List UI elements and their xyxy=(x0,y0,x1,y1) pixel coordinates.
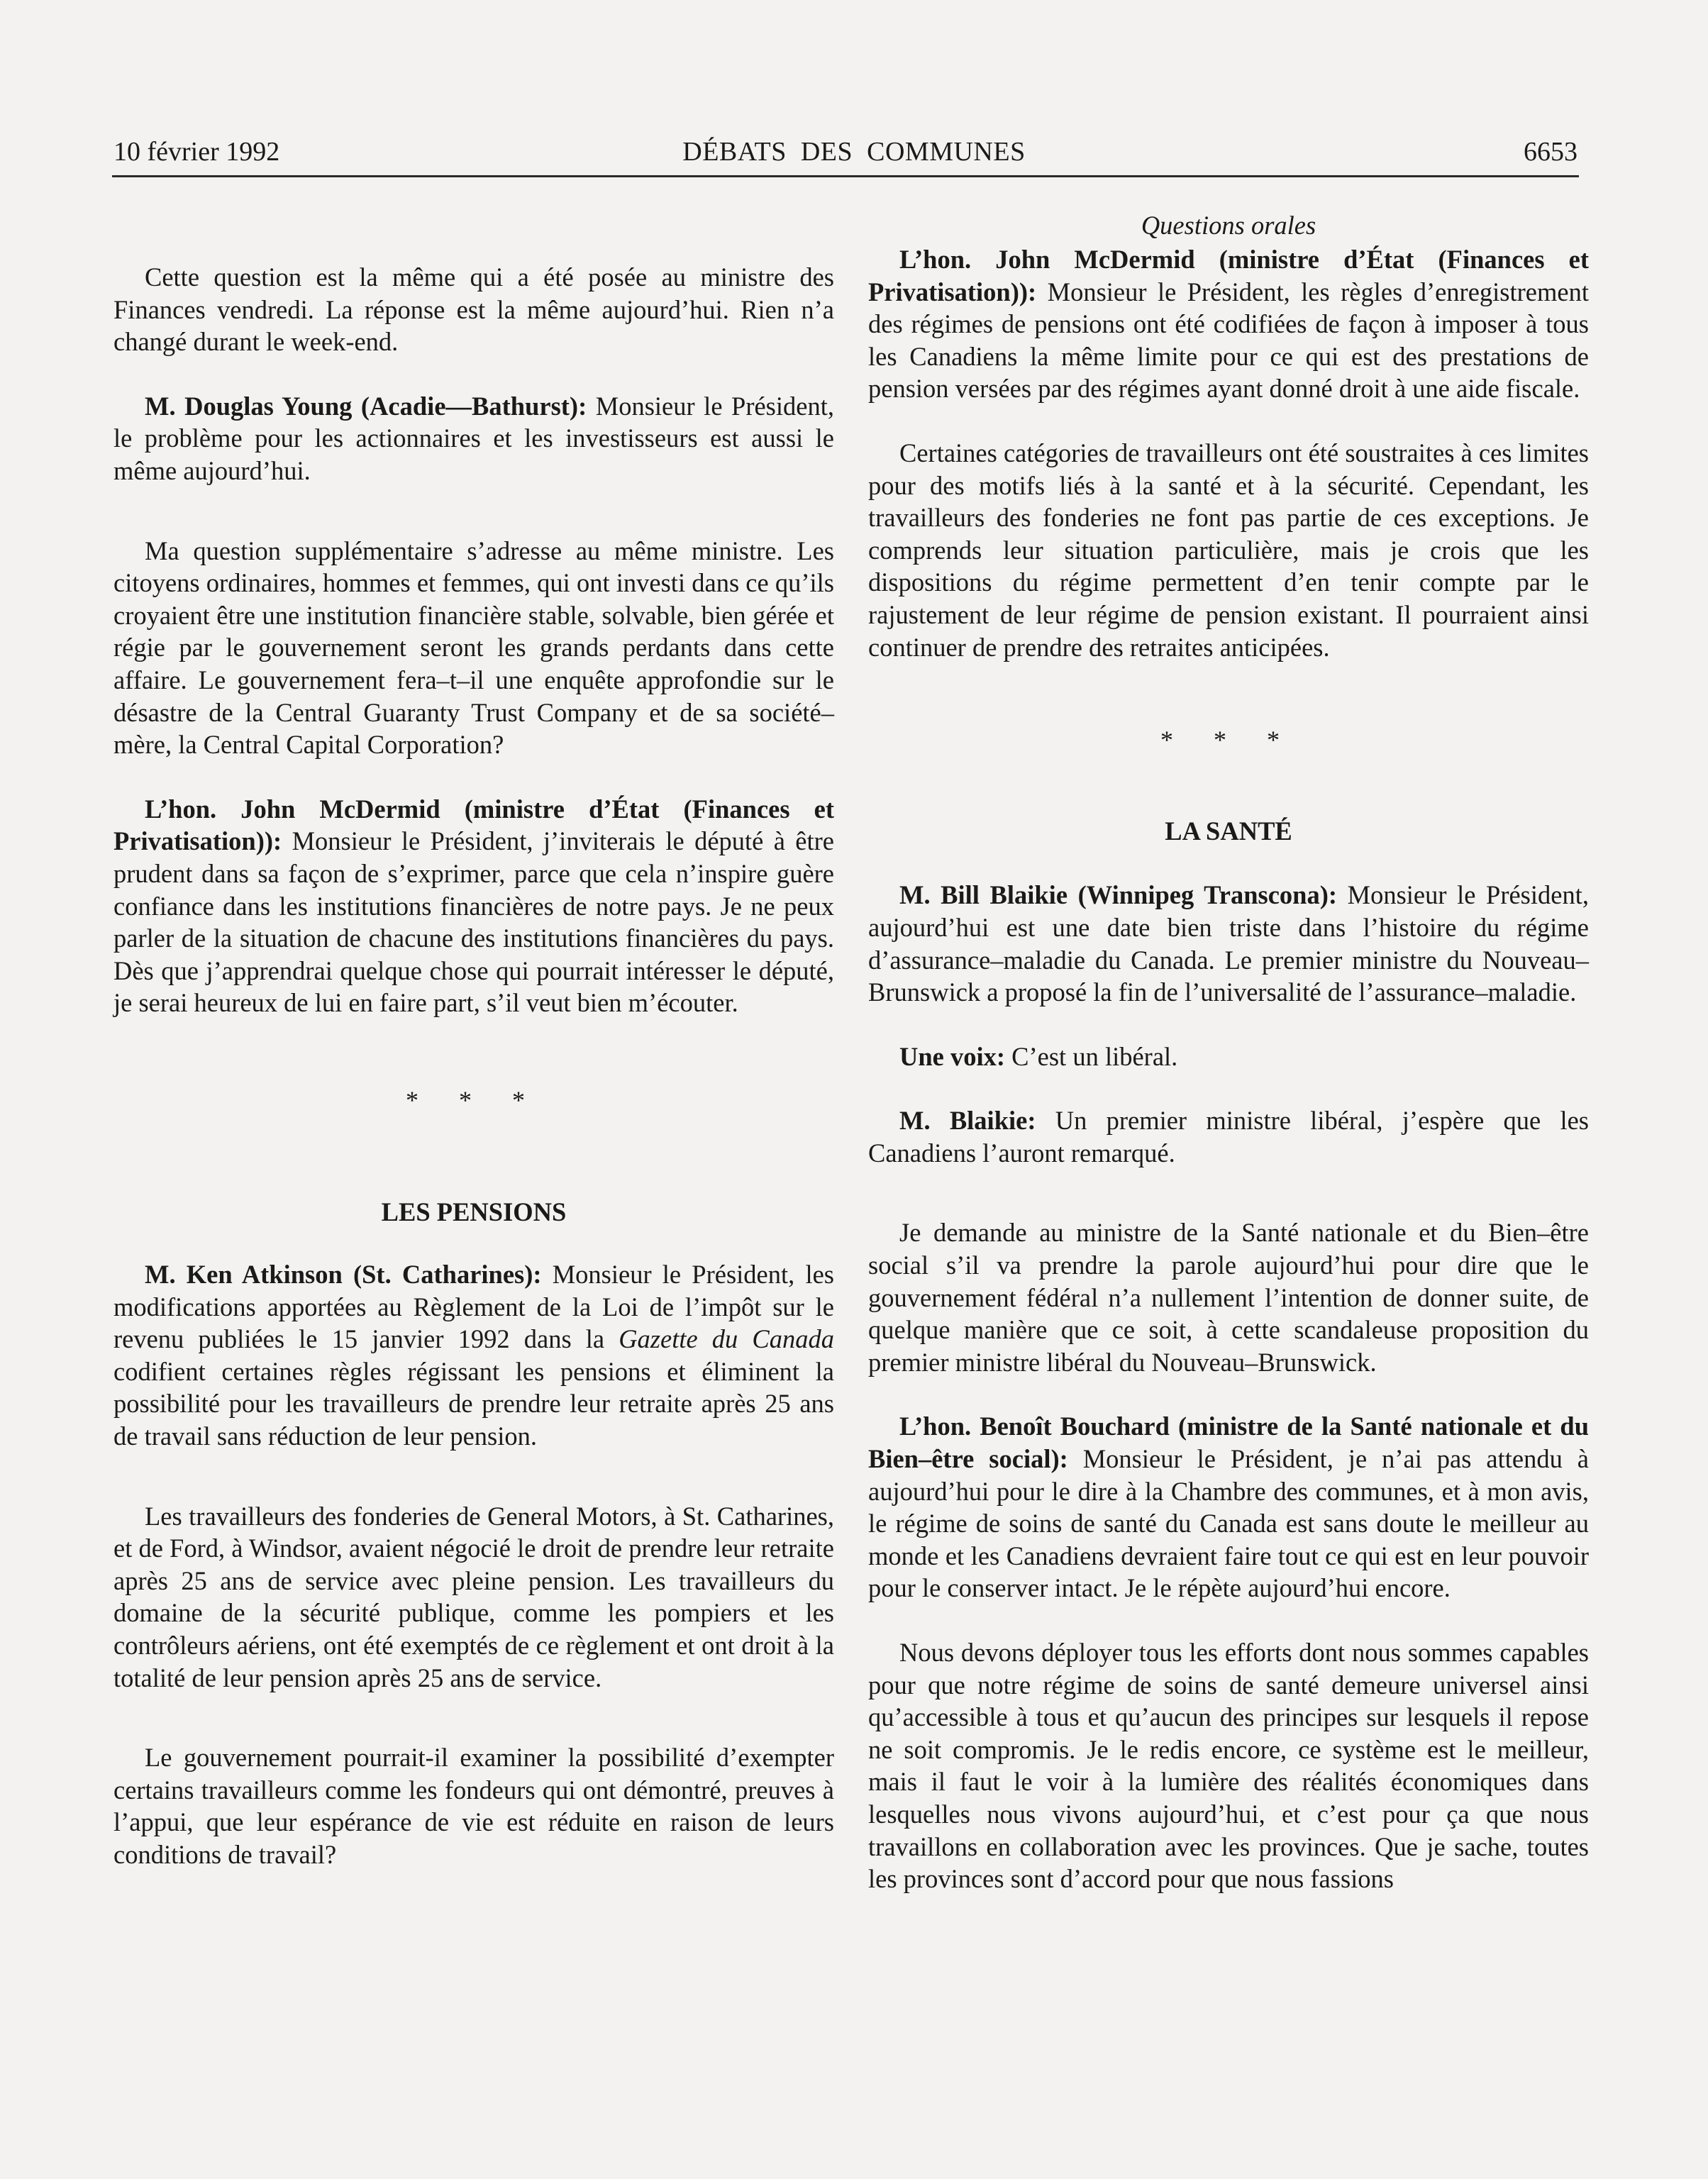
speaker-name: M. Bill Blaikie (Winnipeg Transcona): xyxy=(899,880,1338,910)
left-column xyxy=(113,261,834,1871)
header-page-number: 6653 xyxy=(1524,137,1577,167)
paragraph: Cette question est la même qui a été posée au ministre des Finances vendredi. La réponse est la même aujourd’hui. Rien n’a changé durant le week-end. xyxy=(113,262,834,357)
speech-text: codifient certaines règles régissant les pensions et éliminent la possibilité pour les travailleurs de prendre leur retraite après 25 ans de travail sans réduction de leur pension. xyxy=(113,1356,834,1451)
speech-text: Monsieur le Président, les règles d’enregistrement des régimes de pensions ont été codifiées de façon à imposer à tous les Canadiens la même limite pour ce qui est des prestations de pension versées par des régimes ayant donné droit à une aide fiscale. xyxy=(868,277,1589,404)
speech-paragraph xyxy=(868,1041,1589,1073)
paragraph: Nous devons déployer tous les efforts dont nous sommes capables pour que notre régime de soins de santé demeure universel ainsi qu’accessible à tous et qu’aucun des principes sur lesquels il repose ne soit compromis. Je le redis encore, ce système est le meilleur, mais il faut le voir à la lumière des réalités économiques dans lesquelles nous vivons aujourd’hui, et c’est pour ça que nous travaillons en collaboration avec les provinces. Que je sache, toutes les provinces sont d’accord pour que nous fassions xyxy=(868,1638,1589,1894)
speaker-name: Une voix: xyxy=(899,1041,1006,1071)
speech-text: Monsieur le Président, aujourd’hui est une date bien triste dans l’histoire du régime d’assurance–maladie du Canada. Le premier ministre du Nouveau–Brunswick a proposé la fin de l’universalité de l’assurance–maladie. xyxy=(868,880,1589,1007)
section-heading-pensions: LES PENSIONS xyxy=(381,1197,567,1227)
speaker-name: M. Ken Atkinson (St. Catharines): xyxy=(145,1260,542,1290)
header-title xyxy=(0,135,1708,169)
speech-text: Monsieur le Président, le problème pour les actionnaires et les investisseurs est aussi le même aujourd’hui. xyxy=(113,391,834,485)
paragraph: Le gouvernement pourrait-il examiner la possibilité d’exempter certains travailleurs comme les fondeurs qui ont démontré, preuves à l’appui, que leur espérance de vie est réduite en raison de leurs conditions de travail? xyxy=(113,1743,834,1869)
paragraph: Je demande au ministre de la Santé nationale et du Bien–être social s’il va prendre la parole aujourd’hui pour dire que le gouvernement fédéral n’a nullement l’intention de donner suite, de quelque manière que ce soit, à cette scandaleuse proposition du premier ministre libéral du Nouveau–Brunswick. xyxy=(868,1218,1589,1377)
speaker-name: L’hon. John McDermid (ministre d’État (Finances et Privatisation)): xyxy=(113,794,834,856)
paragraph: Les travailleurs des fonderies de General Motors, à St. Catharines, et de Ford, à Windsor, avaient négocié le droit de prendre leur retraite après 25 ans de service avec pleine pension. Les travailleurs du domaine de la sécurité publique, comme les pompiers et les contrôleurs aériens, ont été exemptés de ce règlement et ont droit à la totalité de leur pension après 25 ans de service. xyxy=(113,1501,834,1692)
speech-text: Monsieur le Président, je n’ai pas attendu à aujourd’hui pour le dire à la Chambre des communes, et à mon avis, le régime de soins de santé du Canada est sans doute le meilleur au monde et les Canadiens devraient faire tout ce qui est en leur pouvoir pour le conserver intact. Je le répète aujourd’hui encore. xyxy=(868,1444,1589,1603)
speech-paragraph xyxy=(868,879,1589,1008)
speech-paragraph xyxy=(113,1258,834,1453)
speech-paragraph xyxy=(868,243,1589,405)
speech-paragraph xyxy=(113,390,834,487)
speaker-name: M. Blaikie: xyxy=(899,1106,1036,1136)
speaker-name: L’hon. John McDermid (ministre d’État (Finances et Privatisation)): xyxy=(868,245,1589,306)
speech-text: C’est un libéral. xyxy=(1005,1041,1178,1071)
header-date: 10 février 1992 xyxy=(113,137,280,167)
section-label: Questions orales xyxy=(1141,211,1316,240)
speaker-name: L’hon. Benoît Bouchard (ministre de la Santé nationale et du Bien–être social): xyxy=(868,1412,1589,1474)
paragraph: Certaines catégories de travailleurs ont été soustraites à ces limites pour des motifs liés à la santé et à la sécurité. Cependant, les travailleurs des fonderies ne font pas partie de ces exceptions. Je comprends leur situation particulière, mais je crois que les dispositions du régime permettent d’en tenir compte par le rajustement de leur régime de pension existant. Il pourraient ainsi continuer de prendre des retraites anticipées. xyxy=(868,438,1589,662)
section-heading-sante: LA SANTÉ xyxy=(1165,816,1292,845)
header-rule xyxy=(112,175,1579,177)
speech-text: Un premier ministre libéral, j’espère que les Canadiens l’auront remarqué. xyxy=(868,1106,1589,1168)
section-separator: * * * xyxy=(1160,726,1297,755)
paragraph: Ma question supplémentaire s’adresse au même ministre. Les citoyens ordinaires, hommes et femmes, qui ont investi dans ce qu’ils croyaient être une institution financière stable, solvable, bien gérée et régie par le gouvernement seront les grands perdants dans cette affaire. Le gouvernement fera–t–il une enquête approfondie sur le désastre de la Central Guaranty Trust Company et de sa société–mère, la Central Capital Corporation? xyxy=(113,536,834,760)
header-title-text: DÉBATS DES COMMUNES xyxy=(682,137,1026,167)
speaker-name: M. Douglas Young (Acadie—Bathurst): xyxy=(145,391,587,421)
speech-paragraph xyxy=(113,793,834,1019)
publication-title: Gazette du Canada xyxy=(619,1324,835,1354)
section-separator: * * * xyxy=(406,1085,542,1114)
speech-text: Monsieur le Président, les modifications apportées au Règlement de la Loi de l’impôt sur le revenu publiées le 15 janvier 1992 dans la xyxy=(113,1260,834,1354)
right-column xyxy=(868,211,1589,1895)
speech-paragraph xyxy=(868,1410,1589,1604)
speech-paragraph xyxy=(868,1104,1589,1169)
speech-text: Monsieur le Président, j’inviterais le député à être prudent dans sa façon de s’exprimer, parce que cela n’inspire guère confiance dans les institutions financières de notre pays. Je ne peux parler de la situation de chacune des institutions financières du pays. Dès que j’apprendrai quelque chose qui pourrait intéresser le député, je serai heureux de lui en faire part, s’il veut bien m’écouter. xyxy=(113,826,834,1018)
